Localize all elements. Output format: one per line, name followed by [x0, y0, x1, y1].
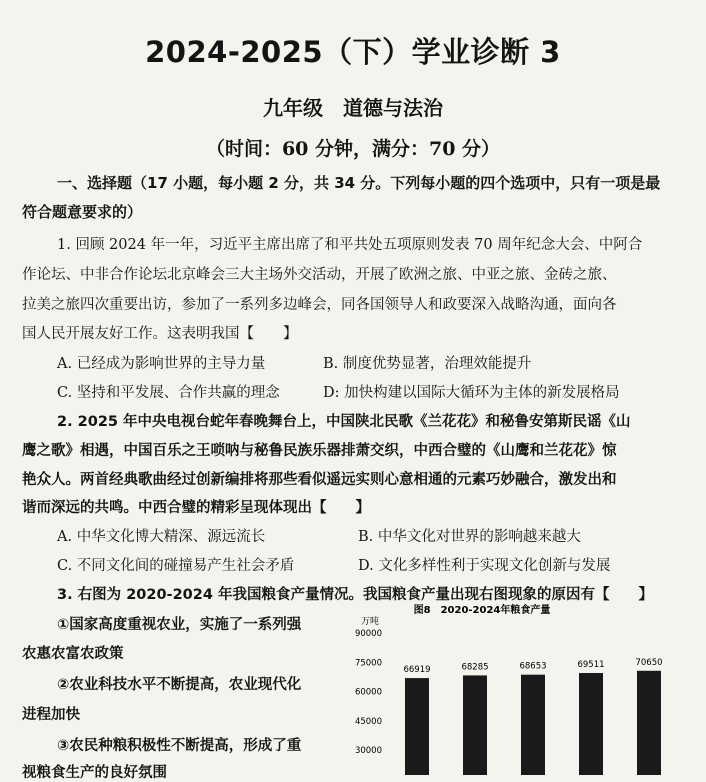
chart-y-axis-label: 万吨	[360, 617, 380, 627]
q2-stem-line4: 谐而深远的共鸣。中西合璧的精彩呈现体现出【 】	[22, 500, 370, 516]
chart-y-tick-label: 75000	[354, 658, 382, 669]
chart-bar-2022	[521, 675, 545, 775]
chart-y-tick-label: 90000	[354, 629, 382, 639]
q1-option-c: C. 坚持和平发展、合作共赢的理念	[57, 385, 280, 401]
q3-item1-line2: 农惠农富农政策	[22, 646, 124, 662]
grain-output-chart	[352, 600, 692, 775]
chart-y-tick-label: 60000	[354, 687, 382, 698]
subject-subtitle: 九年级 道德与法治	[263, 96, 443, 120]
chart-y-tick-label: 45000	[354, 716, 382, 727]
q1-stem-line1: 1. 回顾 2024 年一年，习近平主席出席了和平共处五项原则发表 70 周年纪念大会、中阿合	[57, 237, 643, 253]
q1-option-d: D: 加快构建以国际大循环为主体的新发展格局	[323, 385, 620, 401]
q1-option-b: B. 制度优势显著，治理效能提升	[323, 356, 532, 372]
q2-option-a: A. 中华文化博大精深、源远流长	[57, 529, 266, 545]
q2-option-b: B. 中华文化对世界的影响越来越大	[358, 529, 581, 545]
chart-data-label: 69511	[577, 660, 605, 671]
chart-title: 图8 2020-2024年粮食产量	[413, 605, 551, 616]
q1-stem-line4: 国人民开展友好工作。这表明我国【 】	[22, 326, 298, 342]
q3-item2-line1: ②农业科技水平不断提高，农业现代化	[57, 677, 302, 693]
q2-stem-line3: 艳众人。两首经典歌曲经过创新编排将那些看似遥远实则心意相通的元素巧妙融合，激发出和	[22, 472, 617, 488]
q3-item1-line1: ①国家高度重视农业，实施了一系列强	[57, 617, 302, 633]
q3-item3-line2: 视粮食生产的良好氛围	[22, 765, 167, 781]
section-heading-line2: 符合题意要求的）	[22, 203, 143, 221]
q2-option-d: D. 文化多样性利于实现文化创新与发展	[358, 558, 611, 574]
q2-stem-line1: 2. 2025 年中央电视台蛇年春晚舞台上，中国陕北民歌《兰花花》和秘鲁安第斯民谣《山	[57, 414, 631, 430]
q3-item3-line1: ③农民种粮积极性不断提高，形成了重	[57, 738, 302, 754]
chart-data-label: 68653	[519, 661, 547, 672]
q2-stem-line2: 鹰之歌》相遇，中国百乐之王唢呐与秘鲁民族乐器排萧交织，中西合璧的《山鹰和兰花花》惊	[22, 443, 617, 459]
chart-bar-2024	[637, 671, 661, 775]
chart-bar-2020	[405, 678, 429, 775]
chart-bar-2023	[579, 673, 603, 775]
q2-option-c: C. 不同文化间的碰撞易产生社会矛盾	[57, 558, 295, 574]
q3-item2-line2: 进程加快	[22, 707, 80, 723]
exam-time-info: （时间：60 分钟，满分：70 分）	[205, 138, 501, 160]
q1-option-a: A. 已经成为影响世界的主导力量	[57, 356, 266, 372]
chart-bar-2021	[463, 675, 487, 775]
section-heading-line1: 一、选择题（17 小题，每小题 2 分，共 34 分。下列每小题的四个选项中，只有一项是最	[57, 174, 661, 192]
chart-y-tick-label: 30000	[354, 746, 382, 757]
chart-data-label: 70650	[635, 657, 663, 668]
page-title: 2024-2025（下）学业诊断 3	[145, 35, 561, 69]
q1-stem-line2: 作论坛、中非合作论坛北京峰会三大主场外交活动，开展了欧洲之旅、中亚之旅、金砖之旅、	[22, 267, 617, 283]
chart-data-label: 68285	[461, 662, 489, 673]
q3-stem: 3. 右图为 2020-2024 年我国粮食产量情况。我国粮食产量出现右图现象的原因有【 】	[57, 587, 653, 603]
chart-data-label: 66919	[403, 665, 431, 676]
q1-stem-line3: 拉美之旅四次重要出访，参加了一系列多边峰会，同各国领导人和政要深入战略沟通，面向各	[22, 297, 617, 313]
